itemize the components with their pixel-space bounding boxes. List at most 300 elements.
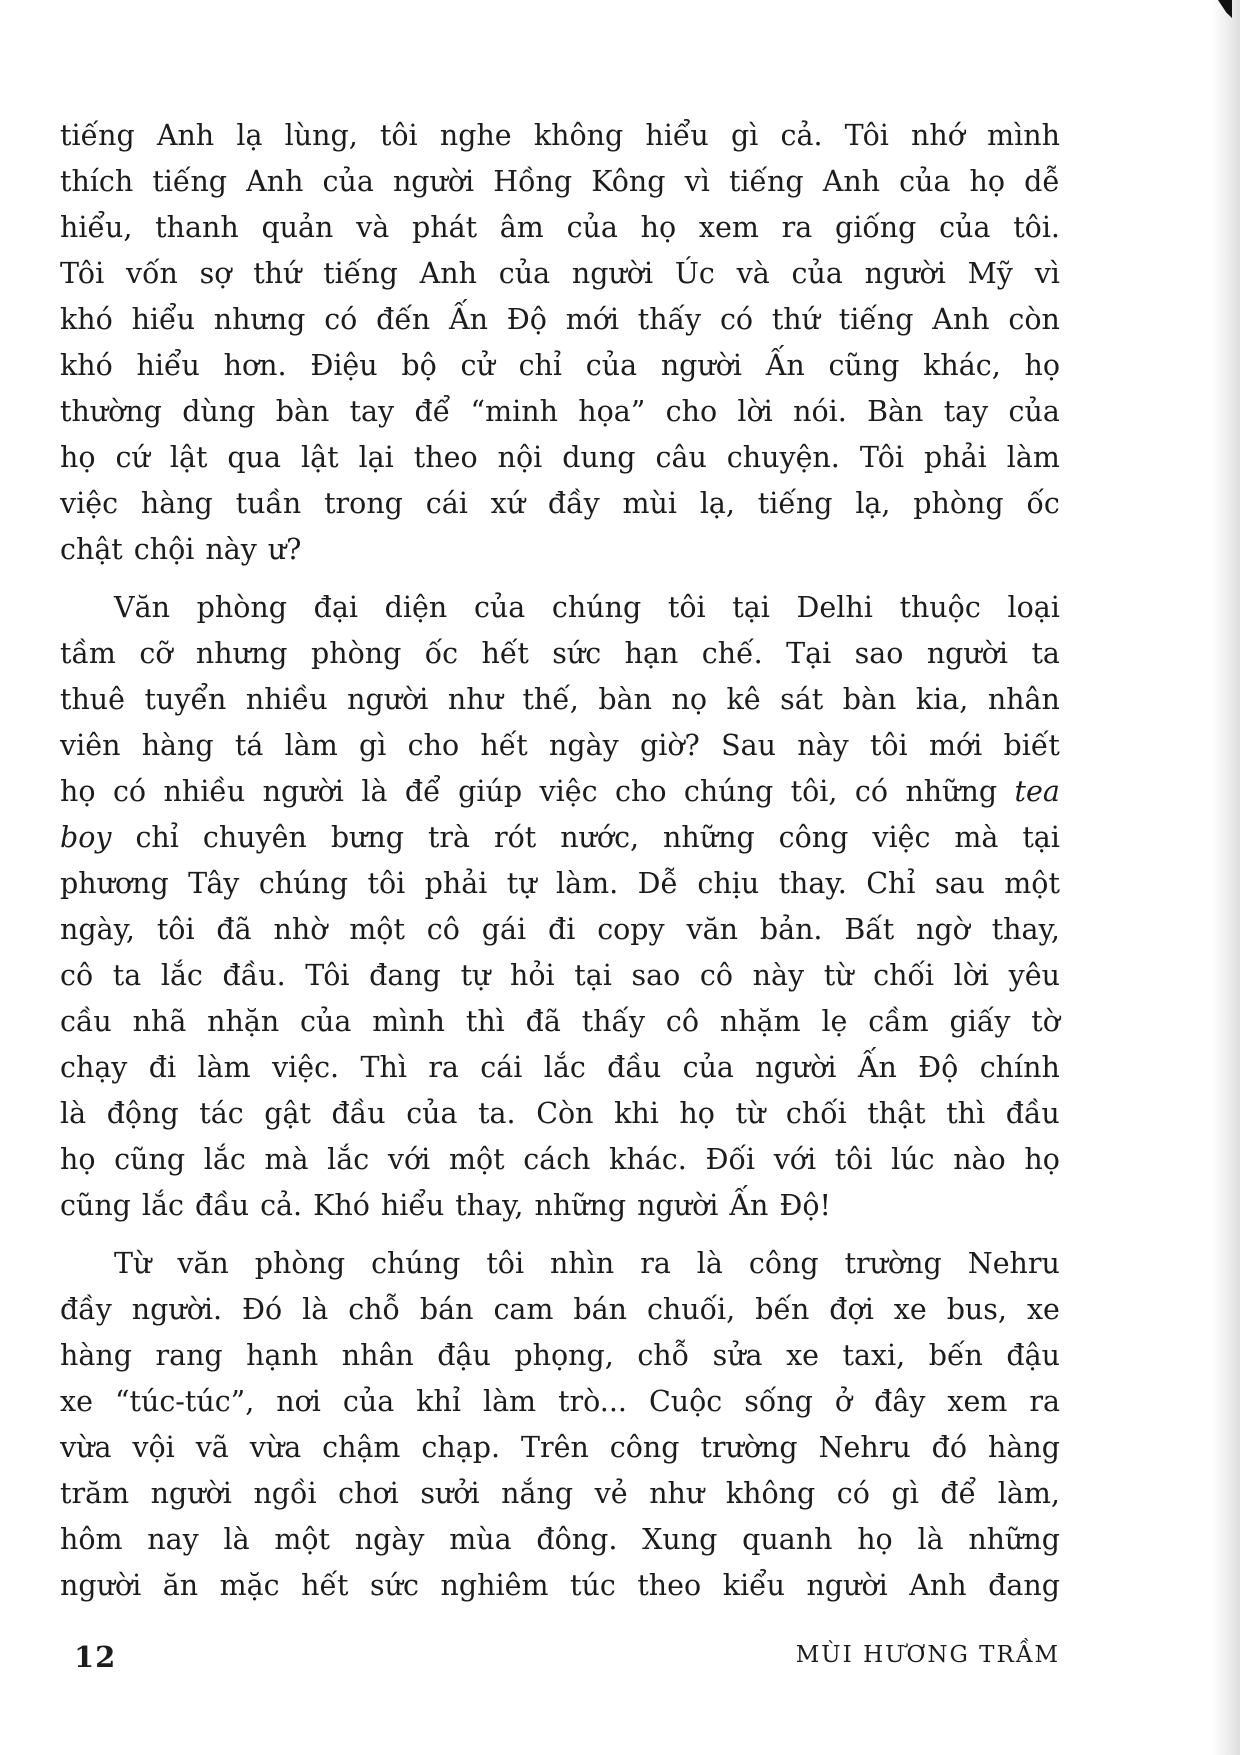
word: chịu (697, 867, 760, 900)
word: loại (1007, 591, 1060, 624)
word: xứ (490, 487, 526, 520)
word: thường (60, 395, 162, 428)
text-line (60, 631, 1060, 677)
word: tôi (379, 119, 418, 152)
word: chúng (683, 775, 774, 808)
word: Văn (114, 591, 170, 624)
word: tác (199, 1097, 244, 1130)
word: để (940, 1477, 977, 1510)
word: đậu (437, 1339, 491, 1372)
text-line (60, 907, 1060, 953)
word: tiếng (757, 487, 833, 520)
word: thanh (155, 211, 239, 244)
text-line (60, 481, 1060, 527)
word: của (1008, 395, 1060, 428)
word: sửa (712, 1339, 763, 1372)
word: phương (60, 867, 169, 900)
text-line (60, 1287, 1060, 1333)
word: hiểu (131, 303, 195, 336)
word: nhiều (245, 683, 328, 716)
text-line (60, 723, 1060, 769)
word: ăn (162, 1569, 199, 1602)
word: lời (953, 959, 990, 992)
word: phải (924, 441, 987, 474)
text-line (60, 1425, 1060, 1471)
word: chạy (60, 1051, 128, 1084)
text-line (60, 999, 1060, 1045)
word: những (534, 1189, 627, 1222)
running-title: MÙI HƯƠNG TRẦM (795, 1642, 1060, 1668)
word: boy (60, 821, 112, 854)
word: mình (372, 1005, 446, 1038)
word: Ấn (449, 303, 488, 336)
word: chội (133, 533, 195, 566)
word: nhờ (273, 913, 328, 946)
word: hiểu (645, 119, 709, 152)
word: nghiêm (440, 1569, 549, 1602)
word: tôi. (1013, 211, 1060, 244)
word: hàng (140, 487, 213, 520)
word: tự (506, 867, 537, 900)
word: Anh (822, 165, 881, 198)
word: công (778, 821, 849, 854)
word: là (60, 1097, 87, 1130)
word: họ (857, 1523, 893, 1556)
word: ta (112, 959, 142, 992)
word: ngày (354, 1523, 425, 1556)
word: tuần (235, 487, 302, 520)
word: mình (987, 119, 1060, 152)
word: đầy (547, 487, 600, 520)
word: ngày, (60, 913, 135, 946)
word: Anh (909, 1569, 967, 1602)
word: giấy (949, 1005, 1011, 1038)
word: Cuộc (648, 1385, 723, 1418)
word: là (361, 775, 388, 808)
word: đến (376, 303, 431, 336)
word: làm, (997, 1477, 1060, 1510)
word: vẻ (594, 1477, 628, 1510)
word: từ (823, 959, 854, 992)
word: gì (730, 119, 759, 152)
word: trò... (558, 1385, 627, 1418)
word: hết (481, 637, 529, 670)
word: tôi, (790, 775, 838, 808)
word: hiểu (380, 1189, 445, 1222)
word: hết (480, 729, 528, 762)
word: văn (686, 913, 738, 946)
page-footer (74, 1640, 1060, 1680)
word: của (473, 591, 526, 624)
word: viên (60, 729, 121, 762)
word: tôi (156, 913, 195, 946)
word: sau (934, 867, 985, 900)
word: vội (132, 1431, 175, 1464)
word: của (899, 165, 951, 198)
word: một (274, 1523, 330, 1556)
word: thay. (778, 867, 847, 900)
word: chỗ (637, 1339, 690, 1372)
word: hôm (60, 1523, 123, 1556)
word: chuối, (646, 1293, 736, 1326)
word: “minh (470, 395, 558, 428)
word: lật (301, 441, 339, 474)
word: trà (427, 821, 471, 854)
word: trường (844, 1247, 942, 1280)
word: của (406, 1097, 458, 1130)
word: chỗ (348, 1293, 400, 1326)
word: có (719, 303, 754, 336)
word: nhìn (550, 1247, 615, 1280)
word: thuộc (899, 591, 981, 624)
word: Ấn (857, 1051, 897, 1084)
word: nhân (987, 683, 1060, 716)
word: Điệu (310, 349, 378, 382)
word: này (205, 533, 257, 566)
text-line (60, 1333, 1060, 1379)
word: Bất (844, 913, 895, 946)
word: Tôi (844, 119, 889, 152)
word: Thì (360, 1051, 407, 1084)
word: tay (349, 395, 395, 428)
word: việc (872, 821, 931, 854)
word: Độ! (779, 1189, 831, 1222)
word: phát (411, 211, 478, 244)
word: mà (264, 1143, 309, 1176)
word: làm. (555, 867, 619, 900)
paragraph-2 (60, 585, 1060, 1229)
text-line (60, 1471, 1060, 1517)
word: sát (780, 683, 824, 716)
page-number: 12 (74, 1640, 117, 1674)
word: người (392, 165, 475, 198)
word: mới (565, 303, 619, 336)
word: người. (131, 1293, 223, 1326)
word: phòng (254, 1247, 346, 1280)
word: Khó (313, 1189, 370, 1222)
word: của (322, 165, 374, 198)
word: Anh (156, 119, 215, 152)
word: có (836, 1477, 870, 1510)
word: chuyện. (726, 441, 840, 474)
word: Xung (642, 1523, 718, 1556)
word: Độ (506, 303, 547, 336)
word: xem (698, 211, 759, 244)
word: lắc (327, 1143, 370, 1176)
word: chạp. (421, 1431, 501, 1464)
word: hạn (624, 637, 679, 670)
word: Mỹ (967, 257, 1013, 290)
word: người (660, 349, 743, 382)
word: dễ (1024, 165, 1060, 198)
word: không (725, 1477, 816, 1510)
text-line (60, 251, 1060, 297)
word: Tôi (305, 959, 350, 992)
word: tôi (486, 1247, 525, 1280)
word: là (302, 1293, 329, 1326)
word: sao (631, 959, 681, 992)
word: đi (547, 913, 576, 946)
word: thì (946, 1097, 986, 1130)
page-edge-shadow (1212, 0, 1240, 1755)
word: đợi (829, 1293, 874, 1326)
word: Dễ (637, 867, 678, 900)
word: là (917, 1523, 944, 1556)
word: tuyển (144, 683, 227, 716)
word: thấy (637, 303, 702, 336)
word: tiếng (838, 303, 914, 336)
word: nhặn (207, 1005, 280, 1038)
word: họ (640, 211, 677, 244)
word: của (342, 1385, 395, 1418)
word: làm (1006, 441, 1060, 474)
text-line (60, 1091, 1060, 1137)
word: Chỉ (866, 867, 916, 900)
word: đó (931, 1431, 968, 1464)
word: đã (525, 1005, 561, 1038)
word: vì (684, 165, 710, 198)
word: Độ (918, 1051, 959, 1084)
word: cả. (260, 1189, 303, 1222)
word: tầm (60, 637, 116, 670)
word: hơn. (223, 349, 287, 382)
word: mới (928, 729, 983, 762)
word: không (533, 119, 624, 152)
word: của (585, 349, 638, 382)
word: chỉ (135, 821, 179, 854)
word: nhưng (195, 637, 288, 670)
word: đang (988, 1569, 1060, 1602)
text-line (60, 1241, 1060, 1287)
word: cách (523, 1143, 591, 1176)
word: cứ (115, 441, 150, 474)
word: đi (148, 1051, 177, 1084)
word: ta. (478, 1097, 516, 1130)
word: phòng (196, 591, 287, 624)
word: cam (493, 1293, 554, 1326)
word: biết (1003, 729, 1060, 762)
word: quản (261, 211, 334, 244)
word: gật (264, 1097, 311, 1130)
word: người (60, 1569, 142, 1602)
word: cũng (828, 349, 900, 382)
word: thấy (581, 1005, 646, 1038)
word: đầu (331, 1097, 386, 1130)
word: là (223, 1523, 250, 1556)
word: vốn (125, 257, 178, 290)
word: gì (359, 729, 387, 762)
text-line (60, 159, 1060, 205)
text-line (60, 1045, 1060, 1091)
word: chuyên (202, 821, 307, 854)
word: mặc (219, 1569, 280, 1602)
word: Anh (932, 303, 990, 336)
word: ra (428, 1051, 459, 1084)
word: Tôi (859, 441, 905, 474)
word: một (448, 1143, 505, 1176)
word: hết (301, 1569, 349, 1602)
word: để (404, 775, 441, 808)
word: lắc (543, 1051, 586, 1084)
word: hàng (60, 1339, 132, 1372)
word: Úc (674, 257, 715, 290)
word: thay, (991, 913, 1060, 946)
word: xe (1026, 1293, 1060, 1326)
word: ra (640, 1247, 671, 1280)
word: tiếng (323, 257, 398, 290)
word: Ấn (765, 349, 805, 382)
text-line (60, 1379, 1060, 1425)
word: lại (358, 441, 394, 474)
word: tiếng (152, 165, 228, 198)
word: Kông (591, 165, 666, 198)
word: đã (216, 913, 252, 946)
word: ra (781, 211, 813, 244)
word: ta (1031, 637, 1060, 670)
word: những (968, 1523, 1060, 1556)
word: người (571, 257, 654, 290)
word: lúc (891, 1143, 935, 1176)
word: việc (60, 487, 119, 520)
word: khó (60, 349, 113, 382)
word: thuê (60, 683, 126, 716)
word: quanh (742, 1523, 833, 1556)
word: sợ (199, 257, 232, 290)
word: và (356, 211, 390, 244)
word: cho (665, 395, 718, 428)
word: bộ (401, 349, 437, 382)
word: lật (169, 441, 208, 474)
word: Đối (705, 1143, 756, 1176)
word: cũng (114, 1143, 186, 1176)
word: một (349, 913, 405, 946)
word: câu (655, 441, 707, 474)
word: bàn (598, 683, 652, 716)
word: Từ (114, 1247, 152, 1280)
word: người (637, 1189, 719, 1222)
word: nước, (560, 821, 640, 854)
word: thứ (253, 257, 302, 290)
word: lắc (160, 959, 203, 992)
text-line (60, 527, 1060, 573)
paragraph-3 (60, 1241, 1060, 1609)
word: vì (1034, 257, 1060, 290)
word: công (609, 1431, 680, 1464)
word: để (414, 395, 451, 428)
text-line (60, 1183, 1060, 1229)
word: lắc (203, 1143, 246, 1176)
word: ở (834, 1385, 853, 1418)
word: với (773, 1143, 817, 1176)
word: người (262, 775, 344, 808)
word: xem (947, 1385, 1008, 1418)
word: có (854, 775, 888, 808)
word: nhưng (213, 303, 306, 336)
word: rót (494, 821, 537, 854)
word: tiếng (60, 119, 135, 152)
body-text (60, 113, 1060, 1609)
word: tự (460, 959, 491, 992)
word: làm (197, 1051, 251, 1084)
word: “túc-túc”, (114, 1385, 255, 1418)
word: lạ, (699, 487, 735, 520)
word: một (1004, 867, 1060, 900)
word: Nehru (818, 1431, 911, 1464)
text-line (60, 435, 1060, 481)
word: vừa (249, 1431, 302, 1464)
word: của (498, 257, 551, 290)
word: bản. (759, 913, 823, 946)
word: bán (419, 1293, 474, 1326)
word: thứ (771, 303, 821, 336)
text-line (60, 297, 1060, 343)
word: người (806, 1569, 888, 1602)
word: động (106, 1097, 179, 1130)
word: đầu (607, 1051, 662, 1084)
word: khác, (923, 349, 1001, 382)
word: những (905, 775, 998, 808)
word: Tây (188, 867, 240, 900)
word: vừa (60, 1431, 112, 1464)
word: yêu (1008, 959, 1060, 992)
word: hỏi (510, 959, 555, 992)
word: nghe (439, 119, 512, 152)
word: túc (570, 1569, 616, 1602)
word: của (682, 1051, 734, 1084)
word: phọng, (514, 1339, 614, 1372)
word: chơi (338, 1477, 399, 1510)
word: qua (227, 441, 281, 474)
word: ra (1029, 1385, 1060, 1418)
word: kiểu (722, 1569, 785, 1602)
word: đây (874, 1385, 926, 1418)
word: làm (284, 729, 338, 762)
word: xe (786, 1339, 820, 1372)
word: thật (867, 1097, 926, 1130)
word: nội (497, 441, 543, 474)
word: mùi (622, 487, 677, 520)
word: nhân (341, 1339, 414, 1372)
word: Đó (242, 1293, 283, 1326)
word: người (926, 637, 1009, 670)
word: như (447, 683, 503, 716)
text-line (60, 389, 1060, 435)
word: theo (413, 441, 478, 474)
word: kia, (915, 683, 969, 716)
word: ngày (549, 729, 619, 762)
word: nhặm (719, 1005, 801, 1038)
word: tại (732, 591, 770, 624)
word: chật (60, 533, 123, 566)
word: hàng (988, 1431, 1060, 1464)
word: hiểu (136, 349, 200, 382)
word: thích (60, 165, 134, 198)
text-line (60, 815, 1060, 861)
word: này (797, 729, 849, 762)
word: văn (177, 1247, 229, 1280)
word: nay (147, 1523, 199, 1556)
word: mà (954, 821, 999, 854)
word: công (748, 1247, 819, 1280)
word: ngồi (253, 1477, 317, 1510)
word: cầm (868, 1005, 929, 1038)
word: lạ (236, 119, 263, 152)
word: người (347, 683, 429, 716)
text-line (60, 1137, 1060, 1183)
word: Tôi (60, 257, 105, 290)
word: như (649, 1477, 705, 1510)
word: sức (552, 637, 602, 670)
